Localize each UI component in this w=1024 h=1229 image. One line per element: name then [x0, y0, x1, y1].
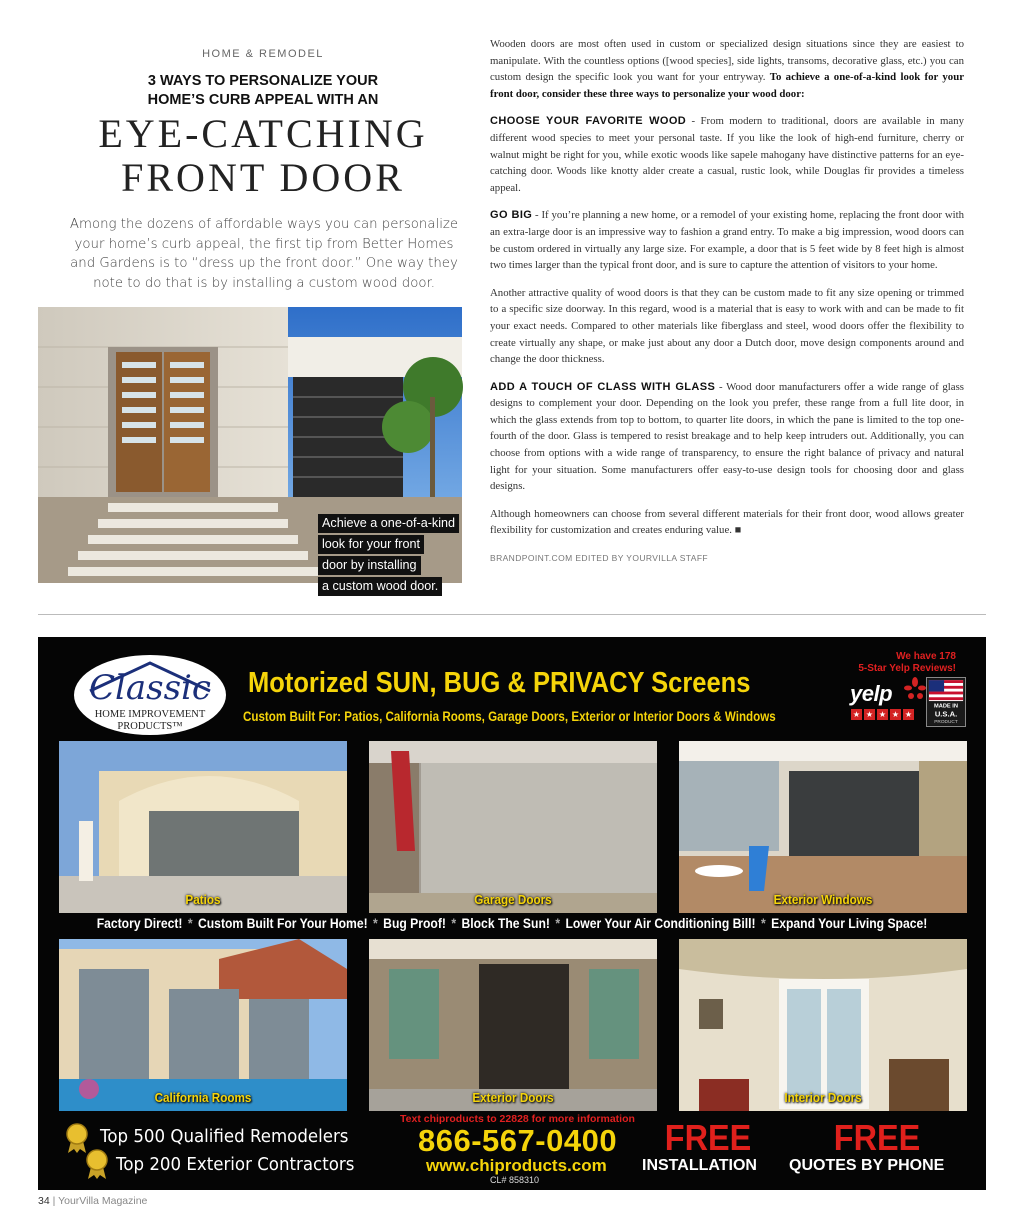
source-credit: BRANDPOINT.COM EDITED BY YOURVILLA STAFF [490, 553, 708, 564]
star-icon: ★ [891, 710, 900, 719]
ad-subtitle: Custom Built For: Patios, California Rooms, Garage Doors, Exterior or Interior Doors & Windows [243, 709, 776, 724]
paragraph [490, 113, 964, 196]
benefit: Factory Direct! [96, 916, 183, 931]
paragraph-text: Wooden doors are most often used in custom or specialized design situations since they are easiest to manipulate. With the countless options ([wood species], side lights, transoms, decorative glass, etc.) you can custom design the specific look you want for your entryway. [490, 38, 964, 84]
yelp-stars [851, 709, 914, 720]
kicker-line: 3 WAYS TO PERSONALIZE YOUR [147, 73, 379, 89]
photo-caption [318, 514, 468, 598]
photo-label: Exterior Doors [472, 1090, 554, 1105]
benefit: Expand Your Living Space! [771, 916, 928, 931]
caption-line: look for your front [318, 535, 424, 554]
paragraph-text: - If you’re planning a new home, or a remodel of your existing home, replacing the front door with an extra-large door is an impressive way to fashion a grand entry. To make a big impression, wood doors can be custom ordered in virtually any large size. For example, a door that is 5 feet wide by 8 feet high is almost two times larger than the typical front door, and is sure to capture the attention of visitors to your home. [490, 209, 965, 272]
badge-text: PRODUCT [934, 719, 958, 725]
badge-text: U.S.A. [934, 709, 958, 719]
license-number: CL# 858310 [490, 1175, 540, 1185]
award-medal-icon [84, 1149, 110, 1179]
front-door-photo [38, 307, 462, 593]
paragraph [490, 379, 964, 495]
made-in-usa-badge [926, 677, 966, 727]
kicker-line: HOME’S CURB APPEAL WITH AN [147, 92, 379, 108]
separator-star-icon: * [451, 916, 457, 931]
star-icon: ★ [878, 710, 887, 719]
star-icon: ★ [852, 710, 861, 719]
benefit: Block The Sun! [461, 916, 550, 931]
photo-label: Interior Doors [784, 1090, 862, 1105]
yelp-burst-icon [904, 677, 926, 701]
paragraph: Although homeowners can choose from several different materials for their front door, wood allows greater flexibility for customization and creates enduring value. ■ [490, 507, 964, 537]
logo-line: PRODUCTS™ [117, 721, 183, 732]
separator-star-icon: * [373, 916, 378, 931]
divider [38, 614, 986, 615]
caption-line: Achieve a one-of-a-kind [318, 514, 459, 533]
yelp-reviews-line: We have 178 [896, 651, 956, 662]
subhead-wood: CHOOSE YOUR FAVORITE WOOD [490, 115, 687, 128]
kicker [38, 72, 488, 110]
paragraph [490, 36, 964, 102]
benefit: Custom Built For Your Home! [197, 916, 368, 931]
page-folio [38, 1195, 147, 1207]
free-quotes-sub: QUOTES BY PHONE [789, 1157, 945, 1174]
photo-label: Garage Doors [474, 892, 552, 907]
headline-line: FRONT DOOR [121, 155, 405, 200]
yelp-logo: yelp [850, 681, 893, 706]
badge-text: MADE IN [933, 703, 959, 710]
logo-line: HOME IMPROVEMENT [94, 709, 206, 720]
advertisement [38, 637, 986, 1190]
magazine-name: YourVilla Magazine [58, 1195, 148, 1207]
folio-separator: | [52, 1195, 56, 1207]
text-info: Text chiproducts to 22828 for more information [400, 1113, 635, 1125]
free-quotes-heading: FREE [833, 1117, 921, 1158]
classic-logo [70, 647, 230, 739]
award-line: Top 200 Exterior Contractors [116, 1155, 355, 1175]
page-number: 34 [38, 1195, 50, 1207]
separator-star-icon: * [187, 916, 193, 931]
headline-line: EYE-CATCHING [98, 111, 428, 156]
ad-title: Motorized SUN, BUG & PRIVACY Screens [248, 667, 751, 699]
benefit: Lower Your Air Conditioning Bill! [565, 916, 756, 931]
separator-star-icon: * [555, 916, 561, 931]
paragraph-text: - From modern to traditional, doors are available in many different wood species to meet your personal taste. If you like the look of high-end furniture, cherry or walnut might be right for you, while exotic woods like sapele mahogany have distinctive patterns for an eye-catching door. Woods like knotty alder create a casual, rustic look, while Douglas fir provides a timeless appeal. [490, 115, 964, 194]
free-installation-heading: FREE [664, 1117, 752, 1158]
free-installation-sub: INSTALLATION [642, 1157, 757, 1174]
yelp-reviews-line: 5-Star Yelp Reviews! [858, 663, 956, 674]
paragraph-text: - Wood door manufacturers offer a wide range of glass designs to complement your door. Depending on the look you prefer, these range from a full lite door, in which the glass extends from top to bottom, to quarter lite doors, in which the pane is limited to the top one-fourth of the door. Glass is tempered to resist breakage and to help keep intruders out. Additionally, you can choose from options with a wide range of transparency, to ensure the right balance of privacy and natural light for your situation. Some manufacturers offer easy-to-use design tools for choosing door and glass designs. [490, 380, 964, 493]
phone-number[interactable]: 866-567-0400 [418, 1123, 618, 1158]
website-link[interactable]: www.chiproducts.com [426, 1156, 607, 1175]
subhead-go-big: GO BIG [490, 209, 533, 222]
benefit: Bug Proof! [383, 916, 446, 931]
caption-line: door by installing [318, 556, 421, 575]
star-icon: ★ [865, 710, 874, 719]
photo-california-rooms [59, 939, 347, 1111]
paragraph [490, 207, 964, 273]
photo-exterior-windows [679, 741, 967, 913]
section-label: HOME & REMODEL [202, 48, 324, 60]
caption-line: a custom wood door. [318, 577, 442, 596]
photo-label: Exterior Windows [773, 892, 873, 907]
subhead-glass: ADD A TOUCH OF CLASS WITH GLASS [490, 380, 716, 393]
headline [38, 112, 488, 200]
benefits-strip [85, 916, 938, 931]
photo-exterior-doors [369, 939, 657, 1111]
separator-star-icon: * [760, 916, 766, 931]
intro-paragraph: Among the dozens of affordable ways you can personalize your home’s curb appeal, the first tip from Better Homes and Gardens is to “dress up the front door.” One way they note to do that is by installing a custom wood door. [69, 217, 459, 291]
photo-interior-doors [679, 939, 967, 1111]
star-icon: ★ [904, 710, 913, 719]
logo-word: Classic [89, 668, 211, 708]
article-body [490, 36, 964, 567]
paragraph-lead-bold: To achieve a one-of-a-kind look for your front door, consider these three ways to personalize your wood door: [490, 71, 964, 100]
photo-garage-doors [369, 741, 657, 913]
photo-patios [59, 741, 347, 913]
photo-label: Patios [185, 892, 221, 907]
award-line: Top 500 Qualified Remodelers [100, 1127, 349, 1147]
paragraph: Another attractive quality of wood doors is that they can be custom made to fit any size opening or trimmed to a specific size doorway. In this regard, wood is a material that is easy to work with and can be made to fit your exact needs. Compared to other materials like fiberglass and steel, wood doors offer the flexibility to create virtually any shape, or make just about any door a Dutch door, move design components around and change the door thickness. [490, 286, 964, 366]
photo-label: California Rooms [154, 1090, 252, 1105]
